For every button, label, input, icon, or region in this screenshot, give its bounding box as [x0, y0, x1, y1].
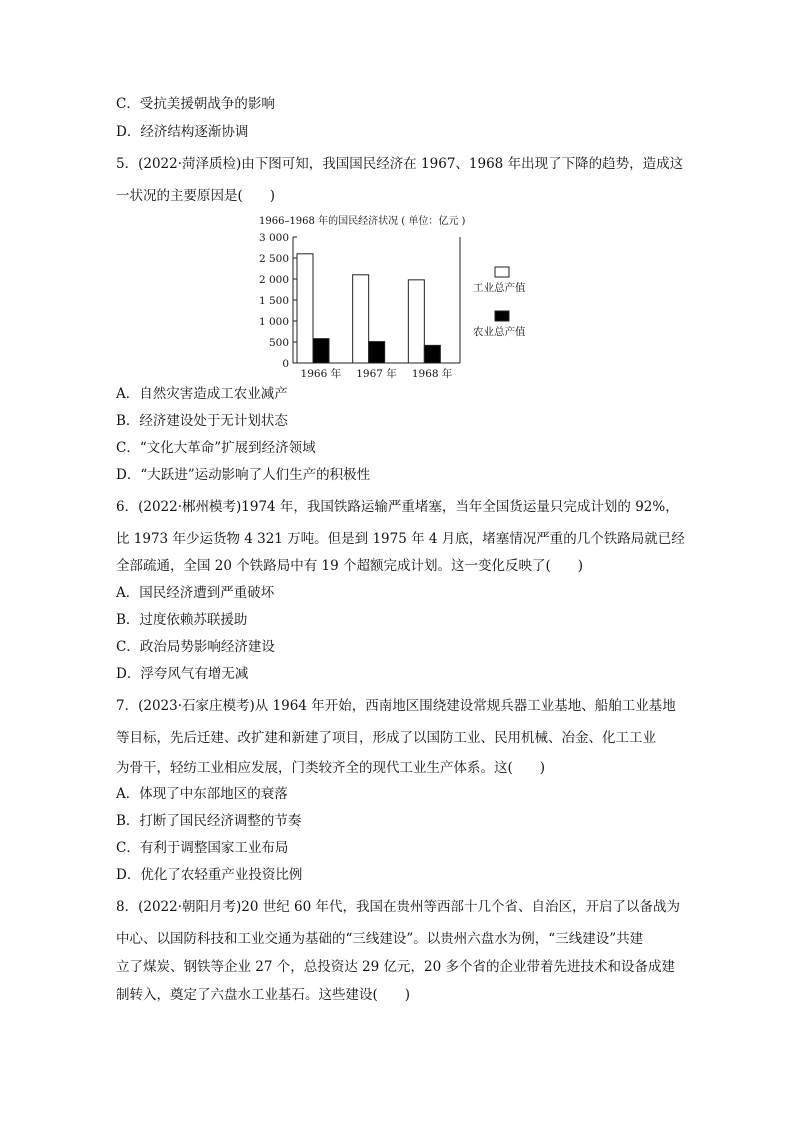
q6-stem-line-2: 比 1973 年少运货物 4 321 万吨。但是到 1975 年 4 月底，堵塞情况严重的几个铁路局就已经 — [116, 531, 685, 547]
q6-option-d: D．浮夸风气有增无减 — [116, 666, 249, 682]
q6-option-c: C．政治局势影响经济建设 — [116, 639, 275, 655]
x-tick-label: 1967 年 — [356, 368, 397, 380]
q5-option-a: A．自然灾害造成工农业减产 — [116, 386, 288, 402]
q5-stem-line-2: 一状况的主要原因是( ) — [116, 188, 276, 204]
q8-stem-line-1: 8．(2022·朝阳月考)20 世纪 60 年代，我国在贵州等西部十几个省、自治区，开启了以备战为 — [116, 899, 680, 915]
q7-option-d: D．优化了农轻重产业投资比例 — [116, 867, 303, 883]
q7-stem-line-2: 等目标，先后迁建、改扩建和新建了项目，形成了以国防工业、民用机械、冶金、化工工业 — [116, 730, 656, 746]
y-tick-label: 1 500 — [258, 295, 289, 307]
x-tick-label: 1968 年 — [411, 368, 453, 380]
industry-bar — [353, 275, 369, 363]
y-tick-label: 2 000 — [258, 274, 289, 286]
legend-label: 工业总产值 — [473, 282, 526, 294]
q5-option-b: B．经济建设处于无计划状态 — [116, 413, 288, 429]
economy-bar-chart — [255, 212, 555, 382]
q7-stem-line-3: 为骨干，轻纺工业相应发展，门类较齐全的现代工业生产体系。这( ) — [116, 760, 546, 776]
legend-swatch — [495, 267, 509, 277]
q8-stem-line-3: 立了煤炭、钢铁等企业 27 个，总投资达 29 亿元，20 多个省的企业带着先进技术和设备成建 — [116, 959, 675, 975]
x-tick-label: 1966 年 — [300, 368, 342, 380]
q7-option-c: C．有利于调整国家工业布局 — [116, 840, 289, 856]
agriculture-bar — [369, 342, 385, 363]
q8-stem-line-2: 中心、以国防科技和工业交通为基础的“三线建设”。以贵州六盘水为例，“三线建设”共建 — [116, 931, 644, 947]
y-tick-label: 1 000 — [258, 316, 289, 328]
chart-title: 1966–1968 年的国民经济状况 ( 单位：亿元 ) — [259, 216, 466, 227]
y-tick-label: 500 — [268, 337, 289, 349]
q6-option-b: B．过度依赖苏联援助 — [116, 612, 248, 628]
q5-option-d: D．“大跃进”运动影响了人们生产的积极性 — [116, 467, 371, 483]
legend-swatch — [495, 311, 509, 321]
y-tick-label: 2 500 — [258, 253, 289, 265]
agriculture-bar — [424, 345, 440, 363]
option-c-prev: C．受抗美援朝战争的影响 — [116, 96, 275, 112]
q7-stem-line-1: 7．(2023·石家庄模考)从 1964 年开始，西南地区围绕建设常规兵器工业基地、船舶工业基地 — [116, 698, 676, 714]
q7-option-b: B．打断了国民经济调整的节奏 — [116, 813, 302, 829]
q7-option-a: A．体现了中东部地区的衰落 — [116, 786, 288, 802]
q6-stem-line-1: 6．(2022·郴州模考)1974 年，我国铁路运输严重堵塞，当年全国货运量只完成计划的 92%， — [116, 499, 679, 515]
industry-bar — [297, 254, 313, 363]
q5-stem-line-1: 5．(2022·菏泽质检)由下图可知，我国国民经济在 1967、1968 年出现了下降的趋势，造成这 — [116, 156, 684, 172]
q6-stem-line-3: 全部疏通，全国 20 个铁路局中有 19 个超额完成计划。这一变化反映了( ) — [116, 558, 584, 574]
q5-option-c: C．“文化大革命”扩展到经济领域 — [116, 440, 316, 456]
q6-option-a: A．国民经济遭到严重破坏 — [116, 585, 275, 601]
option-d-prev: D．经济结构逐渐协调 — [116, 124, 249, 140]
agriculture-bar — [313, 339, 329, 363]
y-tick-label: 0 — [282, 358, 289, 370]
legend-label: 农业总产值 — [473, 326, 526, 338]
q8-stem-line-4: 制转入，奠定了六盘水工业基石。这些建设( ) — [116, 987, 411, 1003]
y-tick-label: 3 000 — [258, 232, 289, 244]
industry-bar — [408, 280, 424, 363]
chart-svg — [255, 212, 555, 382]
